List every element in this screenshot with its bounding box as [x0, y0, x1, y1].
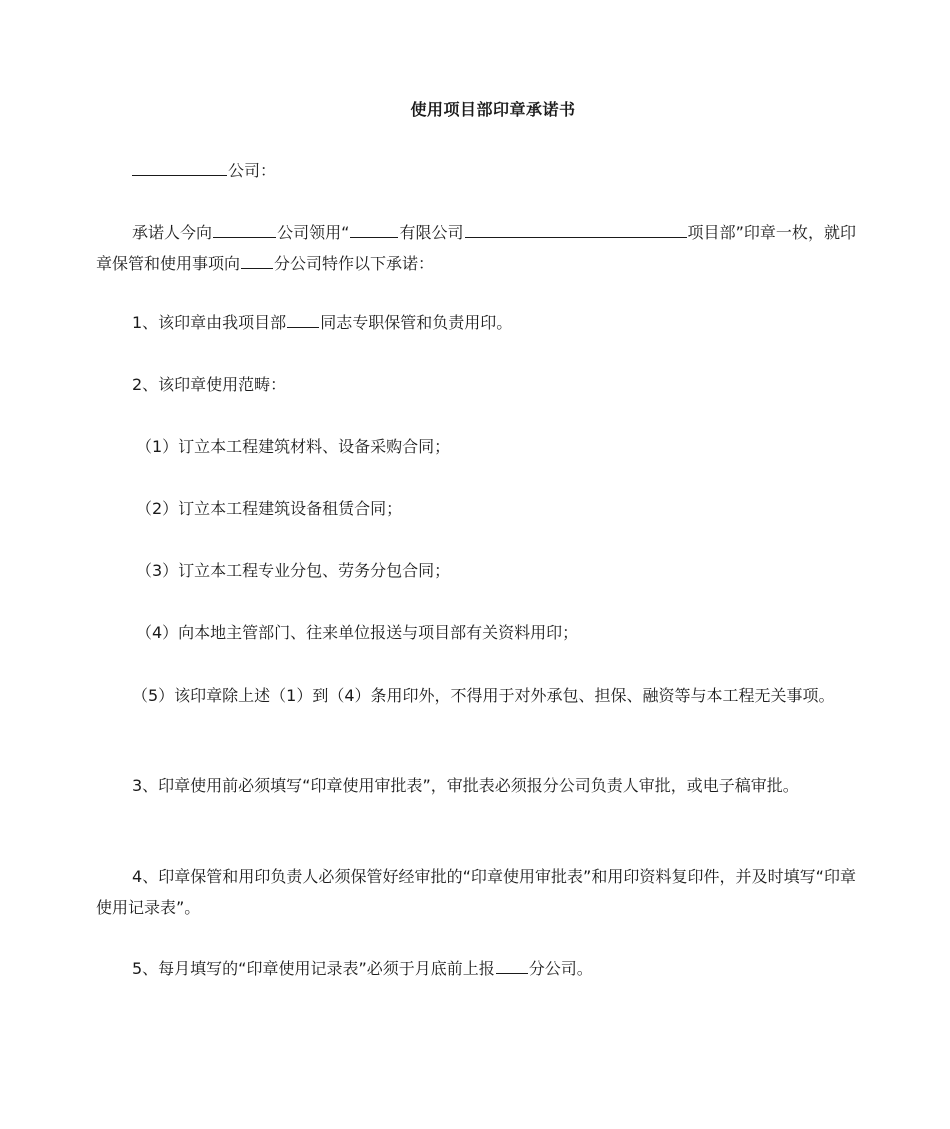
intro-blank-1 — [213, 220, 276, 238]
item1-text-2: 同志专职保管和负责用印。 — [320, 313, 513, 332]
company-blank — [132, 158, 227, 176]
intro-text-3: 有限公司 — [399, 223, 464, 242]
sub-item-4: （4）向本地主管部门、往来单位报送与项目部有关资料用印； — [136, 623, 579, 642]
intro-blank-3 — [465, 220, 687, 238]
sub-item-2: （2）订立本工程建筑设备租赁合同； — [136, 499, 403, 518]
item-3: 3、印章使用前必须填写“印章使用审批表”，审批表必须报分公司负责人审批，或电子稿审批。 — [132, 776, 799, 795]
item1-blank — [287, 310, 319, 328]
intro-text-4: 项目部”印章一枚，就印章保管和使用事项向 — [96, 223, 856, 273]
intro-text-2: 公司领用“ — [277, 223, 350, 242]
intro-blank-2 — [350, 220, 398, 238]
salutation — [96, 155, 856, 186]
item5-blank — [496, 956, 528, 974]
item-2: 2、该印章使用范畴： — [132, 375, 287, 394]
salutation-suffix: 公司： — [228, 161, 277, 180]
item-1 — [96, 307, 856, 338]
item5-text-2: 分公司。 — [528, 959, 593, 978]
item-4: 4、印章保管和用印负责人必须保管好经审批的“印章使用审批表”和用印资料复印件，并及时填写“印章使用记录表”。 — [96, 867, 856, 917]
intro-text-5: 分公司特作以下承诺： — [274, 254, 435, 273]
intro-paragraph — [96, 217, 856, 279]
intro-text-1: 承诺人今向 — [132, 223, 213, 242]
sub-item-3: （3）订立本工程专业分包、劳务分包合同； — [136, 561, 451, 580]
sub-item-1: （1）订立本工程建筑材料、设备采购合同； — [136, 437, 451, 456]
intro-blank-4 — [241, 251, 273, 269]
item-5 — [96, 953, 856, 984]
document-title: 使用项目部印章承诺书 — [410, 100, 576, 119]
item5-text-1: 5、每月填写的“印章使用记录表”必须于月底前上报 — [132, 959, 495, 978]
sub-item-5: （5）该印章除上述（1）到（4）条用印外，不得用于对外承包、担保、融资等与本工程无关事项。 — [132, 686, 835, 705]
item1-text-1: 1、该印章由我项目部 — [132, 313, 287, 332]
